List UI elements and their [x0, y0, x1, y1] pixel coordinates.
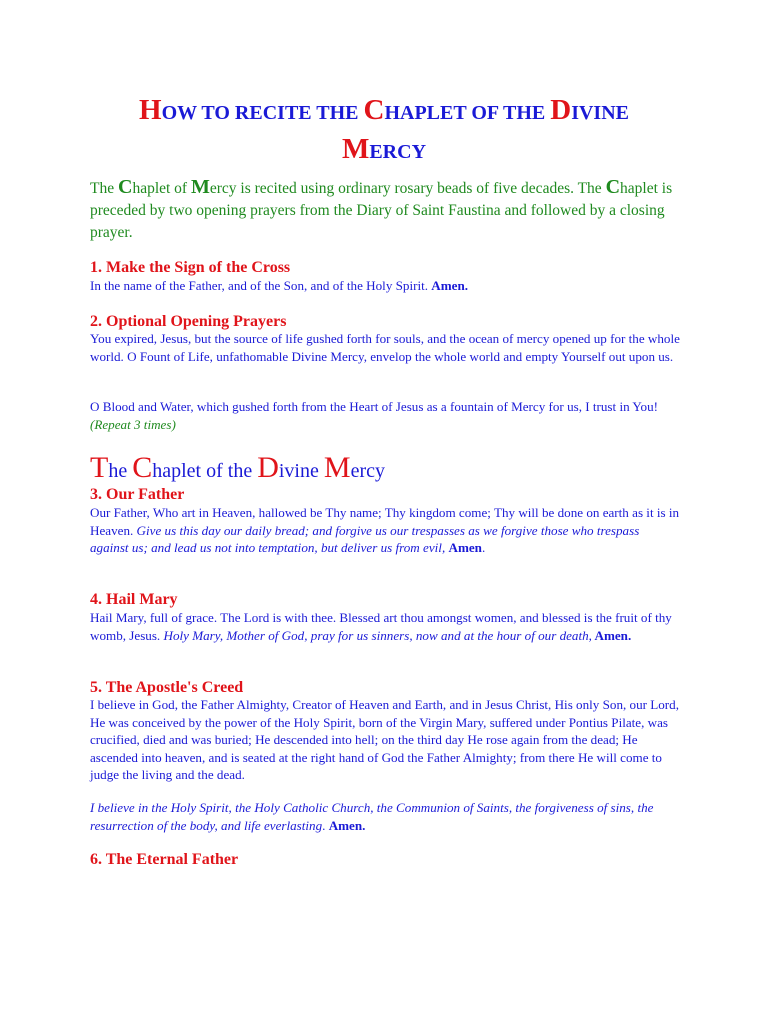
page-title [90, 92, 678, 170]
hail-mary-text [90, 609, 680, 644]
title-text: HAPLET OF THE [384, 102, 551, 124]
intro-text: The [90, 180, 118, 197]
prayer-text: Our Father, Who art in Heaven, hallowed be Thy name; Thy kingdom come; Thy will be done on earth as it is in Heaven. [90, 505, 680, 538]
prayer-text: Hail Mary, full of grace. The Lord is with thee. Blessed art thou amongst women, and blessed is the fruit of thy womb, Jesus. [90, 610, 672, 643]
intro-initial: C [605, 176, 621, 198]
heading-initial: C [132, 451, 153, 484]
prayer-text-italic: I believe in the Holy Spirit, the Holy Catholic Church, the Communion of Saints, the forgiveness of sins, the resurrection of the body, and life everlasting [90, 800, 654, 833]
heading-text: ercy [350, 460, 385, 482]
heading-initial: T [90, 451, 109, 484]
intro-text: ercy is recited using ordinary rosary beads of five decades. The [209, 180, 606, 197]
chaplet-heading [90, 452, 385, 487]
opening-prayer-paragraph-2 [90, 398, 680, 433]
section-heading-eternal-father: 6. The Eternal Father [90, 851, 239, 868]
heading-initial: M [323, 451, 351, 484]
our-father-text [90, 504, 680, 557]
amen-label: Amen. [431, 278, 469, 293]
section-heading-hail-mary: 4. Hail Mary [90, 591, 178, 608]
creed-paragraph: I believe in God, the Father Almighty, Creator of Heaven and Earth, and in Jesus Christ, His only Son, our Lord, He was conceived by the power of the Holy Spirit, born of the Virgin Mary, suffered under Pontius Pilate, was crucified, died and was buried; He descended into hell; on the third day He rose again from the dead; He ascended into heaven, and is seated at the right hand of God the Father Almighty; from there He will come to judge the living and the dead. [90, 697, 679, 782]
creed-paragraph-2 [90, 799, 680, 834]
heading-text: ivine [278, 460, 324, 482]
title-text: ERCY [369, 141, 427, 163]
prayer-text: O Blood and Water, which gushed forth from the Heart of Jesus as a fountain of Mercy for us, I trust in You! [90, 399, 659, 414]
title-text: IVINE [571, 102, 629, 124]
heading-text: he [108, 460, 133, 482]
prayer-text: In the name of the Father, and of the Son, and of the Holy Spirit. [90, 278, 432, 293]
section-heading-apostles-creed: 5. The Apostle's Creed [90, 679, 244, 696]
amen-label: Amen. [591, 627, 632, 643]
opening-prayer-paragraph: You expired, Jesus, but the source of life gushed forth for souls, and the ocean of mercy opened up for the whole world. O Fount of Life, unfathomable Divine Mercy, envelop the whole world and empty Yourself out upon us. [90, 331, 680, 364]
intro-text: haplet of [132, 180, 191, 197]
intro-text: haplet is preceded by two opening prayers from the Diary of Saint Faustina and followed by a closing prayer. [90, 180, 673, 241]
repeat-note: (Repeat 3 times) [90, 416, 176, 432]
title-initial: M [341, 133, 370, 165]
title-initial: H [139, 94, 162, 126]
section-heading-opening-prayers: 2. Optional Opening Prayers [90, 313, 287, 330]
heading-initial: D [257, 451, 279, 484]
sign-of-cross-text [90, 277, 680, 295]
amen-label: Amen [448, 540, 482, 555]
amen-label: Amen. [328, 817, 366, 833]
intro-paragraph [90, 176, 680, 244]
intro-initial: C [117, 176, 133, 198]
heading-text: haplet of the [152, 460, 258, 482]
prayer-text: . [322, 817, 329, 833]
prayer-text-italic: Give us this day our daily bread; and forgive us our trespasses as we forgive those who trespass against us; and lead us not into temptation, but deliver us from evil [90, 522, 640, 555]
title-initial: C [363, 94, 385, 126]
title-text: OW TO RECITE THE [161, 102, 364, 124]
prayer-text: . [481, 540, 486, 555]
section-heading-our-father: 3. Our Father [90, 486, 185, 503]
prayer-text-italic: , [441, 540, 449, 555]
intro-initial: M [190, 176, 210, 198]
title-initial: D [550, 94, 572, 126]
section-heading-sign-of-cross: 1. Make the Sign of the Cross [90, 259, 291, 276]
prayer-text-italic: Holy Mary, Mother of God, pray for us sinners, now and at the hour of our death, [163, 627, 592, 643]
